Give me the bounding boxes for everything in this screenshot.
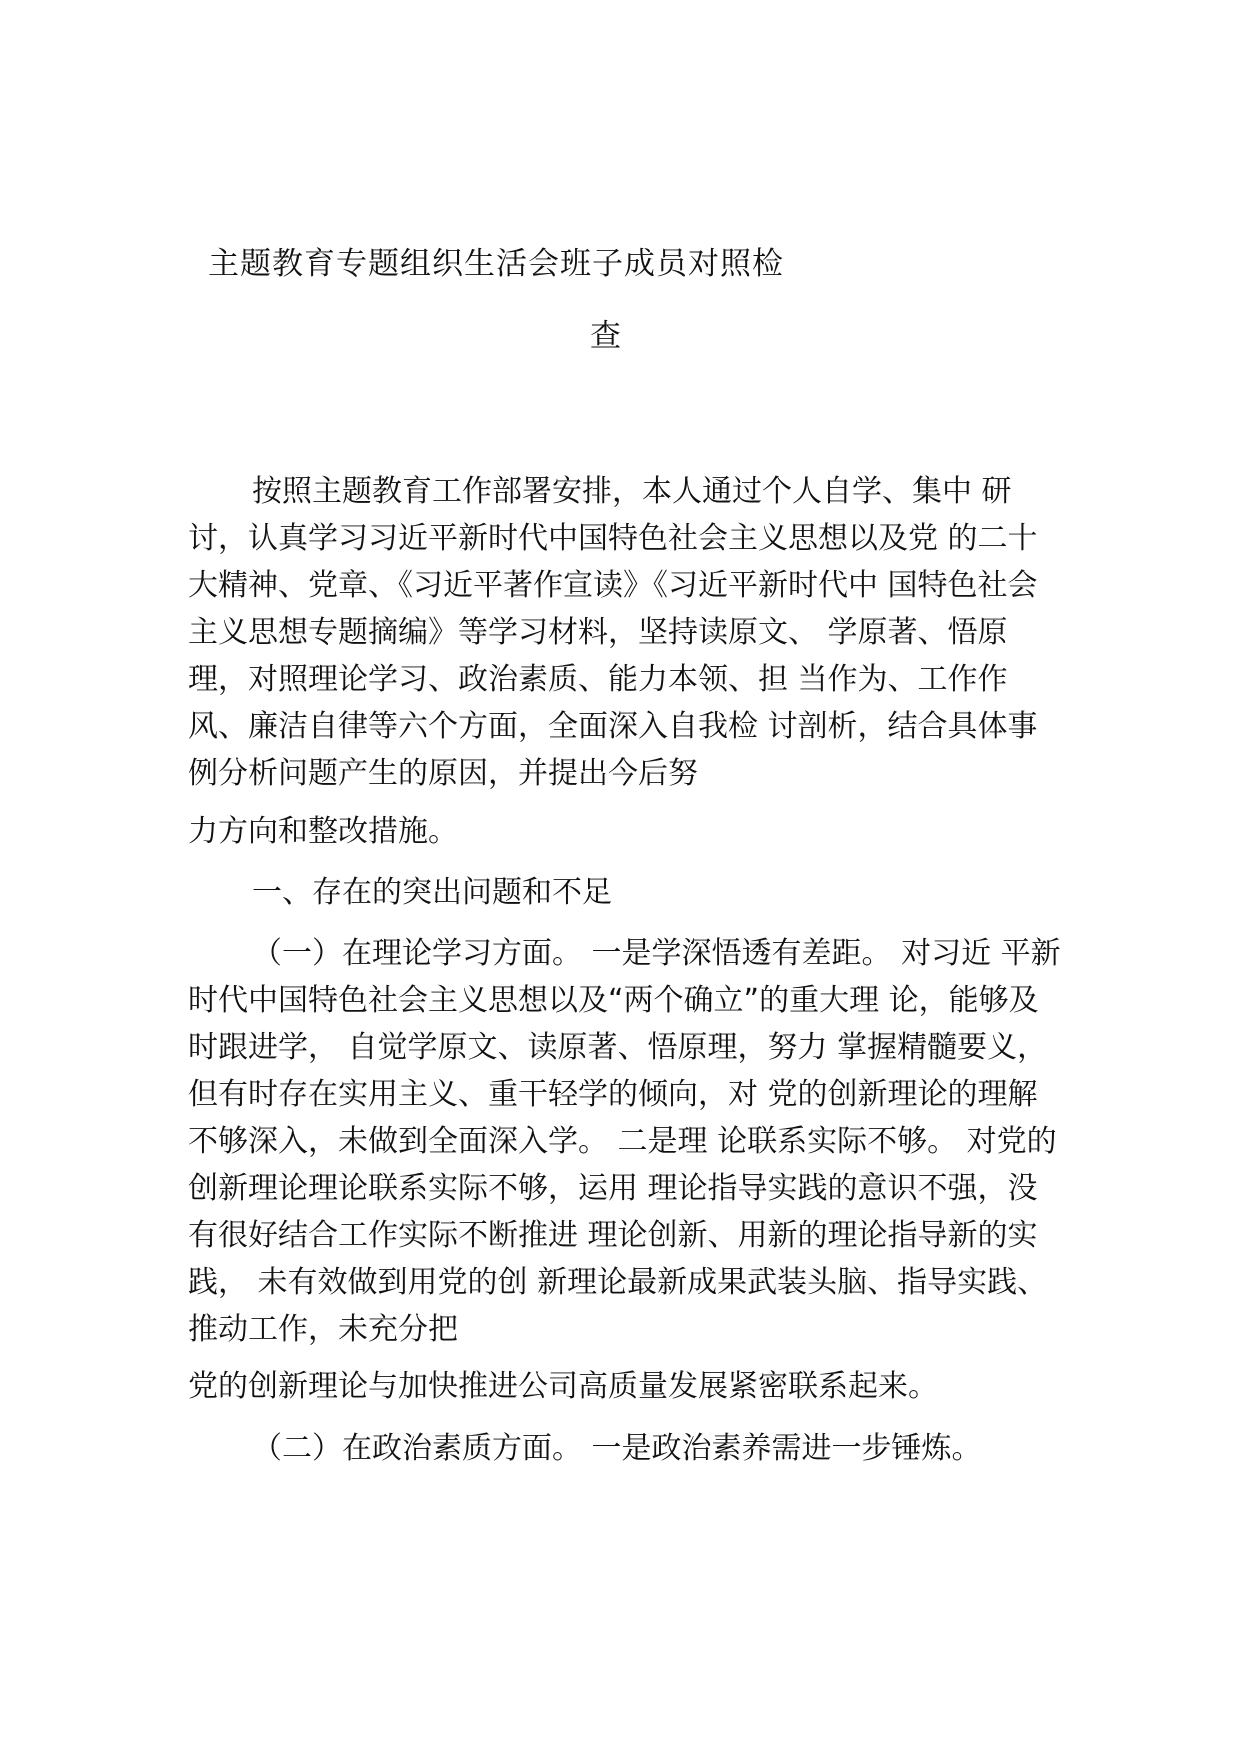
intro-line: 风、廉洁自律等六个方面，全面深入自我检 讨剖析，结合具体事	[188, 709, 1038, 744]
theory-study-paragraph-tail	[188, 1363, 1068, 1410]
political-quality-paragraph	[188, 1425, 1068, 1472]
political-line: （二）在政治素质方面。 一是政治素养需进一步锤炼。	[252, 1431, 982, 1466]
theory-line: （一）在理论学习方面。 一是学深悟透有差距。 对习近 平新	[252, 936, 1061, 971]
theory-line: 但有时存在实用主义、重干轻学的倾向，对 党的创新理论的理解	[188, 1077, 1038, 1112]
theory-line: 推动工作，未充分把	[188, 1312, 458, 1347]
section-heading-1	[188, 869, 1068, 916]
intro-line: 主义思想专题摘编》等学习材料，坚持读原文、 学原著、悟原	[188, 615, 1008, 650]
intro-line: 理，对照理论学习、政治素质、能力本领、担 当作为、工作作	[188, 662, 1008, 697]
section-heading-text: 一、存在的突出问题和不足	[252, 875, 612, 910]
document-title-line-1: 主题教育专题组织生活会班子成员对照检	[208, 246, 784, 282]
theory-line: 时跟进学， 自觉学原文、读原著、悟原理，努力 掌握精髓要义，	[188, 1030, 1048, 1065]
intro-line: 讨，认真学习习近平新时代中国特色社会主义思想以及党 的二十	[188, 521, 1038, 556]
intro-tail-line: 力方向和整改措施。	[188, 814, 458, 849]
intro-line: 大精神、党章、《习近平著作宣读》《习近平新时代中 国特色社会	[188, 568, 1038, 603]
intro-line: 按照主题教育工作部署安排，本人通过个人自学、集中 研	[252, 474, 1012, 509]
theory-line: 时代中国特色社会主义思想以及“两个确立”的重大理 论，能够及	[188, 983, 1039, 1018]
intro-paragraph-tail	[188, 808, 1068, 855]
theory-tail-line: 党的创新理论与加快推进公司高质量发展紧密联系起来。	[188, 1369, 938, 1404]
theory-line: 践， 未有效做到用党的创 新理论最新成果武装头脑、指导实践、	[188, 1265, 1048, 1300]
theory-line: 不够深入，未做到全面深入学。 二是理 论联系实际不够。 对党的	[188, 1124, 1057, 1159]
document-title-line-2: 查	[590, 318, 621, 354]
theory-line: 有很好结合工作实际不断推进 理论创新、用新的理论指导新的实	[188, 1218, 1038, 1253]
intro-paragraph	[188, 468, 1068, 797]
intro-line: 例分析问题产生的原因，并提出今后努	[188, 756, 698, 791]
theory-study-paragraph	[188, 930, 1068, 1353]
theory-line: 创新理论理论联系实际不够，运用 理论指导实践的意识不强，没	[188, 1171, 1038, 1206]
